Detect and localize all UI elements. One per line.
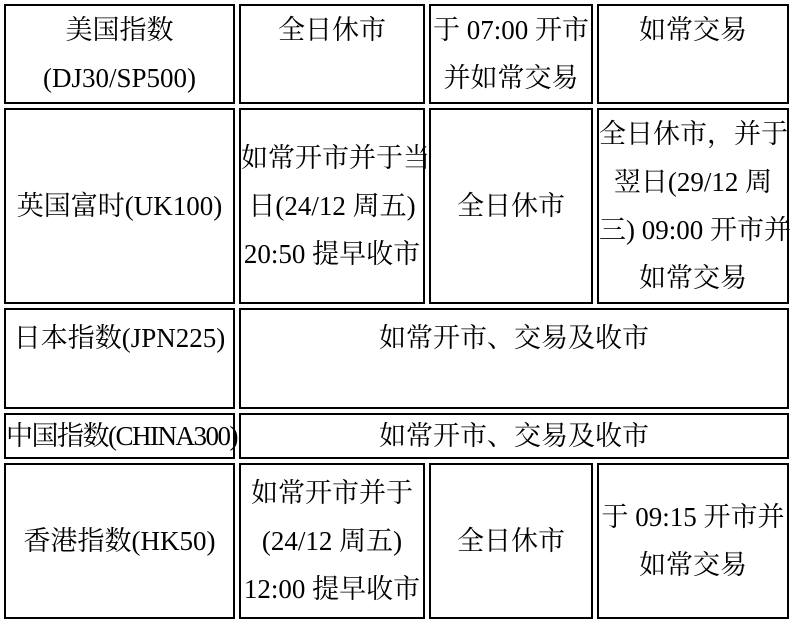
jpn225-schedule-cell <box>239 308 789 409</box>
text-line: 并如常交易 <box>443 63 579 93</box>
table-row-jpn225 <box>4 308 789 409</box>
china300-instrument-cell <box>4 413 235 459</box>
table-row-uk100 <box>4 108 789 304</box>
table-row-china300 <box>4 413 789 459</box>
text-line: 日本指数(JPN225) <box>13 323 226 353</box>
text-line: 三) 09:00 开市并 <box>599 215 791 245</box>
text-line: 如常交易 <box>639 263 747 293</box>
uk100-col4-cell <box>597 108 789 304</box>
text-line: 于 07:00 开市 <box>432 15 589 45</box>
text-line: 香港指数(HK50) <box>23 526 216 556</box>
uk100-instrument-cell <box>4 108 235 304</box>
text-line: 日(24/12 周五) <box>248 191 416 221</box>
text-line: 如常开市、交易及收市 <box>379 421 649 451</box>
text-line: 全日休市 <box>457 526 565 556</box>
us-col2-cell <box>239 4 425 104</box>
text-line: 英国富时(UK100) <box>16 191 223 221</box>
text-line: 如常开市并于当 <box>241 143 430 173</box>
hk50-instrument-cell <box>4 463 235 619</box>
text-line: 如常交易 <box>639 15 747 45</box>
hk50-col4-cell <box>597 463 789 619</box>
text-line: 全日休市 <box>278 15 386 45</box>
us-col3-cell <box>429 4 593 104</box>
table-row-us-indices <box>4 4 789 104</box>
hk50-col3-cell <box>429 463 593 619</box>
china300-schedule-cell <box>239 413 789 459</box>
text-line: 美国指数 <box>65 15 174 45</box>
hk50-col2-cell <box>239 463 425 619</box>
text-line: 中国指数(CHINA300) <box>6 421 237 451</box>
text-line: (DJ30/SP500) <box>42 63 197 93</box>
uk100-col3-cell <box>429 108 593 304</box>
jpn225-instrument-cell <box>4 308 235 409</box>
text-line: 如常开市并于 <box>251 478 413 508</box>
uk100-col2-cell <box>239 108 430 304</box>
text-line: 如常交易 <box>639 550 747 580</box>
text-line: 12:00 提早收市 <box>243 574 421 604</box>
text-line: (24/12 周五) <box>261 526 403 556</box>
text-line: 翌日(29/12 周 <box>613 167 773 197</box>
us-col4-cell <box>597 4 789 104</box>
text-line: 如常开市、交易及收市 <box>379 323 649 353</box>
text-line: 20:50 提早收市 <box>243 239 421 269</box>
text-line: 于 09:15 开市并 <box>601 502 785 532</box>
text-line: 全日休市，并于 <box>599 119 788 149</box>
us-instrument-cell <box>4 4 235 104</box>
table-row-hk50 <box>4 463 789 619</box>
text-line: 全日休市 <box>457 191 565 221</box>
